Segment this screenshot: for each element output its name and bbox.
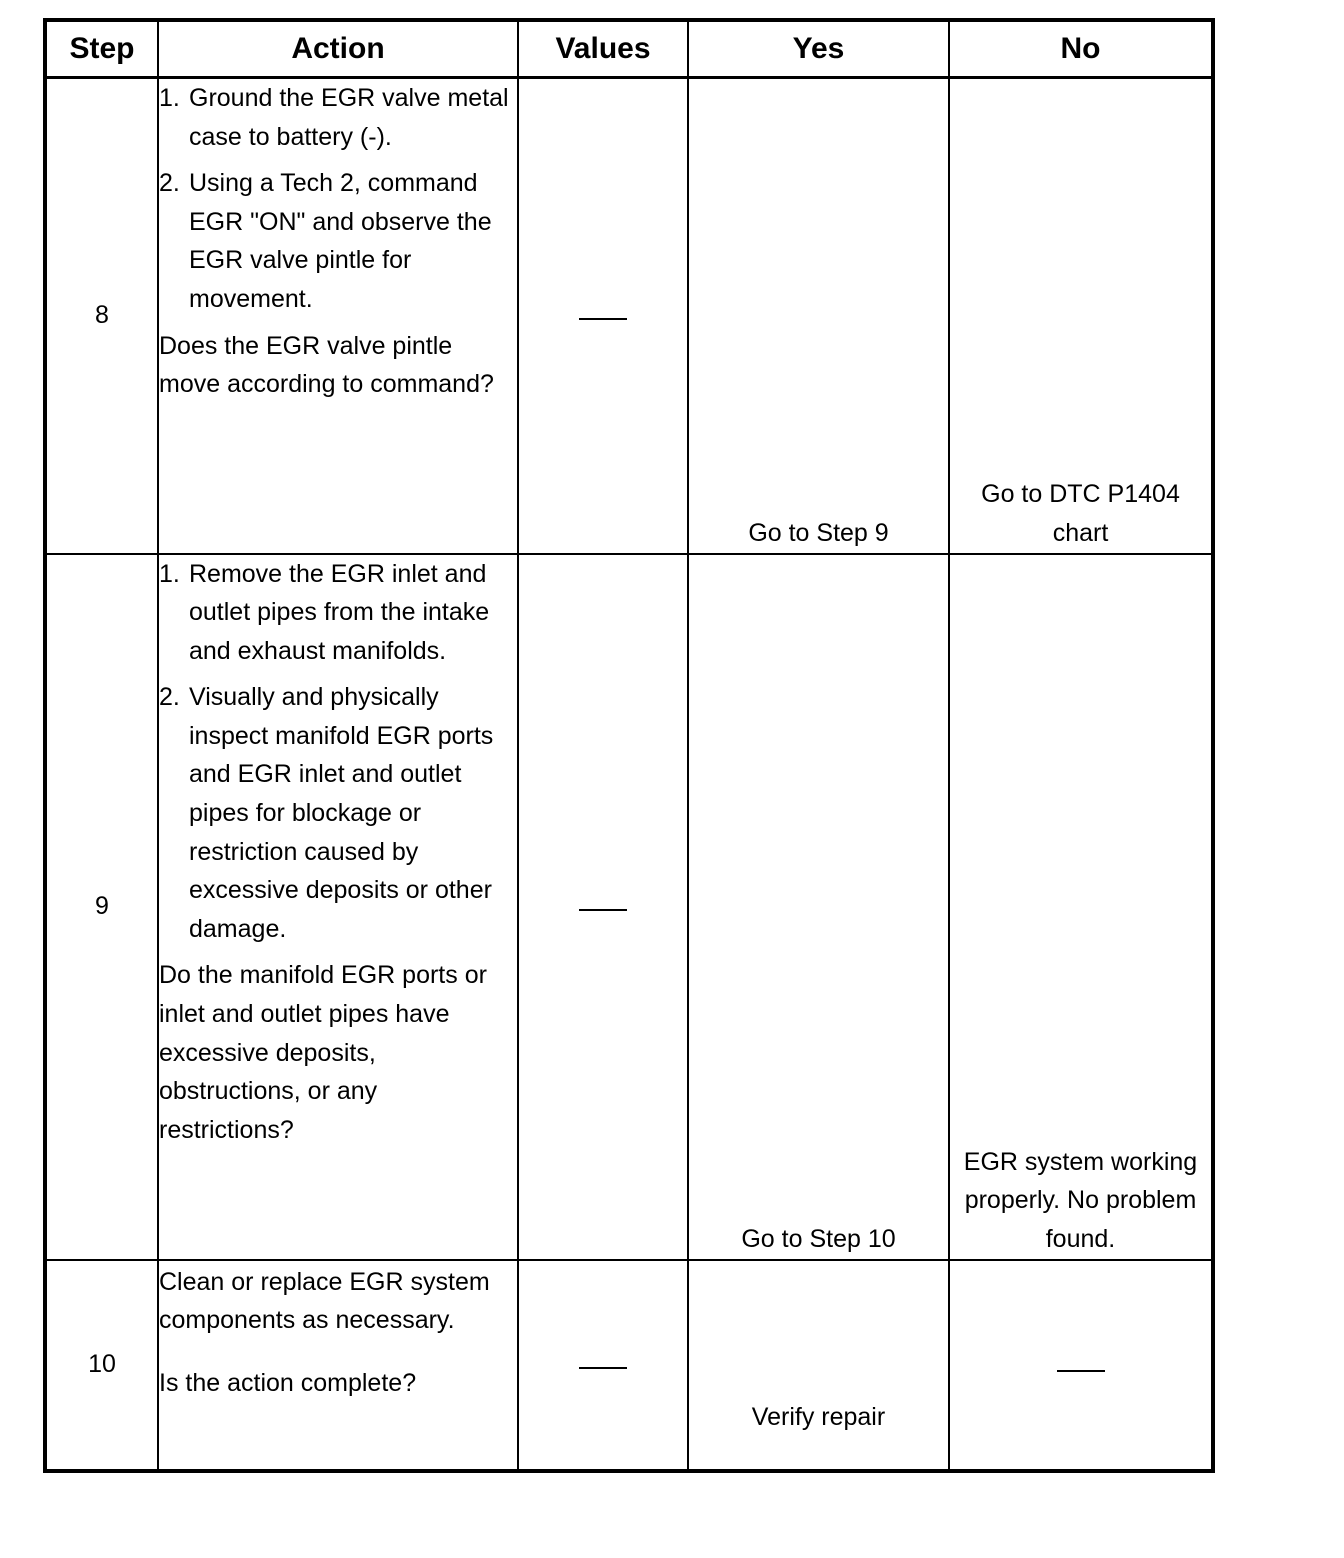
item-number: 1. [159, 84, 180, 112]
action-question: Do the manifold EGR ports or inlet and outlet pipes have excessive deposits, obstructions, or any restrictions? [159, 961, 487, 1144]
action-steps [159, 79, 517, 319]
empty-value-dash [579, 909, 627, 911]
header-no: No [949, 20, 1213, 78]
header-yes: Yes [688, 20, 949, 78]
diagnostic-table [43, 18, 1215, 1473]
action-cell [158, 1260, 518, 1471]
step-number: 8 [45, 78, 158, 554]
step-number: 9 [45, 554, 158, 1260]
empty-value-dash [1057, 1370, 1105, 1372]
action-steps [159, 555, 517, 949]
action-instruction: Clean or replace EGR system components as necessary. [159, 1267, 490, 1335]
header-values: Values [518, 20, 688, 78]
action-question: Is the action complete? [159, 1368, 417, 1397]
header-step: Step [45, 20, 158, 78]
values-cell [518, 554, 688, 1260]
values-cell [518, 1260, 688, 1471]
header-row [45, 20, 1213, 78]
yes-result: Go to Step 9 [688, 78, 949, 554]
no-result: EGR system working properly. No problem found. [949, 554, 1213, 1260]
table-row-step-9 [45, 554, 1213, 1260]
yes-result: Go to Step 10 [688, 554, 949, 1260]
no-result: Go to DTC P1404 chart [949, 78, 1213, 554]
no-result-cell [949, 1260, 1213, 1471]
item-number: 1. [159, 559, 180, 588]
step-number: 10 [45, 1260, 158, 1471]
table-row-step-10 [45, 1260, 1213, 1471]
table-row-step-8 [45, 78, 1213, 554]
empty-value-dash [579, 318, 627, 320]
empty-value-dash [579, 1367, 627, 1369]
item-number: 2. [159, 683, 180, 712]
item-text: Visually and physically inspect manifold EGR ports and EGR inlet and outlet pipes for blockage or restriction caused by excessive deposits or other damage. [189, 683, 494, 943]
action-item [159, 164, 517, 318]
yes-result: Verify repair [688, 1260, 949, 1471]
item-text: Ground the EGR valve metal case to battery (-). [189, 84, 509, 151]
action-item [159, 678, 517, 948]
values-cell [518, 78, 688, 554]
item-number: 2. [159, 169, 180, 198]
action-cell [158, 554, 518, 1260]
item-text: Using a Tech 2, command EGR "ON" and observe the EGR valve pintle for movement. [189, 169, 492, 313]
action-item [159, 79, 517, 156]
spacer [159, 1340, 517, 1364]
action-item [159, 555, 517, 671]
header-action: Action [158, 20, 518, 78]
action-cell [158, 78, 518, 554]
item-text: Remove the EGR inlet and outlet pipes from the intake and exhaust manifolds. [189, 559, 490, 665]
action-question: Does the EGR valve pintle move according to command? [159, 331, 494, 399]
